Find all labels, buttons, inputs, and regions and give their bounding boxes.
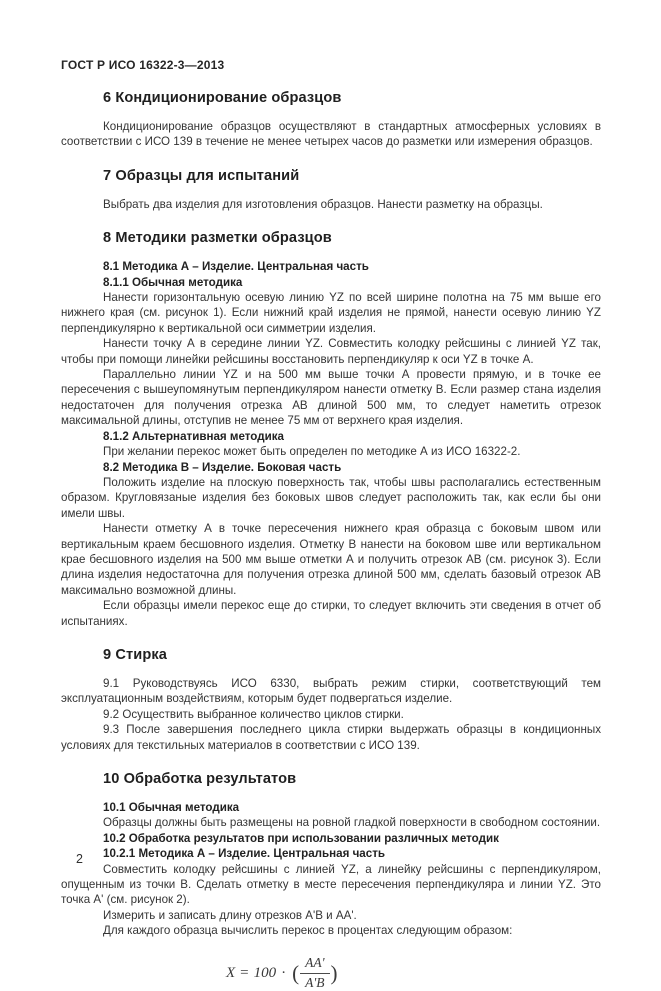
- formula-denominator: A'B: [305, 974, 325, 990]
- section-heading-6: 6 Кондиционирование образцов: [103, 90, 342, 106]
- paragraph: Нанести горизонтальную осевую линию YZ по всей ширине полотна на 75 мм выше его нижнего края (см. рисунок 1). Если нижний край изделия не прямой, нанести осевую линию YZ перпендикулярно к вертикальной оси симметрии изделия.: [61, 291, 601, 335]
- subsection-heading-10-2-1: 10.2.1 Методика А – Изделие. Центральная часть: [103, 847, 385, 861]
- formula-open-paren: (: [292, 960, 300, 985]
- section-heading-8: 8 Методики разметки образцов: [103, 230, 332, 247]
- paragraph: Если образцы имели перекос еще до стирки, то следует включить эти сведения в отчет об испытаниях.: [61, 599, 601, 628]
- formula-fraction: [300, 955, 329, 991]
- subsection-heading-8-1: 8.1 Методика А – Изделие. Центральная часть: [103, 260, 369, 274]
- paragraph: Измерить и записать длину отрезков А'В и АА'.: [103, 908, 357, 922]
- document-header: ГОСТ Р ИСО 16322-3—2013: [61, 58, 225, 72]
- paragraph: Выбрать два изделия для изготовления образцов. Нанести разметку на образцы.: [103, 197, 543, 211]
- page-number: 2: [76, 852, 83, 866]
- paragraph: При желании перекос может быть определен по методике А из ИСО 16322-2.: [103, 445, 521, 459]
- paragraph: Кондиционирование образцов осуществляют в стандартных атмосферных условиях в соответствии с ИСО 139 в течение не менее четырех часов до разметки или измерения образцов.: [61, 120, 601, 149]
- paragraph: Параллельно линии YZ и на 500 мм выше точки А провести прямую, и в точке ее пересечения с вышеупомянутым перпендикуляром нанести отметку В. Если размер стана изделия недостаточен для получения отрезка АВ длиной 500 мм, то следует наметить отрезок максимальной длины, отступив не менее 75 мм от верхнего края изделия.: [61, 368, 601, 428]
- formula-multiply-dot: ·: [281, 964, 287, 981]
- paragraph: Нанести отметку А в точке пересечения нижнего края образца с боковым швом или вертикальным краем бесшовного изделия. Отметку В нанести на боковом шве или вертикальном крае бесшовного изделия на 500 мм выше отметки А и получить отрезок АВ (см. рисунок 3). Если длина изделия недостаточна для получения отрезка длиной 500 мм, сделать базовый отрезок АВ максимально возможной длины.: [61, 522, 601, 597]
- formula: [226, 955, 339, 991]
- subsection-heading-8-1-1: 8.1.1 Обычная методика: [103, 275, 243, 289]
- section-heading-10: 10 Обработка результатов: [103, 771, 297, 787]
- paragraph: 9.2 Осуществить выбранное количество циклов стирки.: [103, 707, 404, 721]
- section-heading-9: 9 Стирка: [103, 646, 167, 663]
- paragraph: Образцы должны быть размещены на ровной гладкой поверхности в свободном состоянии.: [103, 816, 601, 830]
- subsection-heading-8-2: 8.2 Методика В – Изделие. Боковая часть: [103, 460, 342, 474]
- paragraph: 9.3 После завершения последнего цикла стирки выдержать образцы в кондиционных условиях для текстильных материалов в соответствии с ИСО 139.: [61, 723, 601, 752]
- paragraph: Положить изделие на плоскую поверхность так, чтобы швы располагались естественным образом. Кругловязаные изделия без боковых швов следует расположить так, как если бы они имели швы.: [61, 475, 601, 520]
- formula-numerator: AA': [300, 955, 329, 974]
- subsection-heading-10-2: 10.2 Обработка результатов при использовании различных методик: [103, 831, 499, 845]
- subsection-heading-8-1-2: 8.1.2 Альтернативная методика: [103, 429, 284, 443]
- subsection-heading-10-1: 10.1 Обычная методика: [103, 801, 240, 814]
- formula-coefficient: 100: [253, 964, 277, 981]
- paragraph: Нанести точку А в середине линии YZ. Совместить колодку рейсшины с линией YZ так, чтобы при помощи линейки рейсшины восстановить перпендикуляр к оси YZ в точке А.: [61, 337, 601, 366]
- formula-lhs: X: [226, 964, 236, 981]
- paragraph: Совместить колодку рейсшины с линией YZ, а линейку рейсшины с перпендикуляром, опущенным из точки В. Сделать отметку в месте пересечения перпендикуляра и линии YZ. Это точка А' (см. рисунок 2).: [61, 862, 601, 907]
- paragraph: 9.1 Руководствуясь ИСО 6330, выбрать режим стирки, соответствующий тем эксплуатационным воздействиям, которым будет подвергаться изделие.: [61, 676, 601, 706]
- formula-equals-sign: =: [240, 964, 249, 981]
- section-heading-7: 7 Образцы для испытаний: [103, 167, 300, 184]
- formula-close-paren: ): [330, 960, 338, 985]
- paragraph: Для каждого образца вычислить перекос в процентах следующим образом:: [103, 924, 513, 938]
